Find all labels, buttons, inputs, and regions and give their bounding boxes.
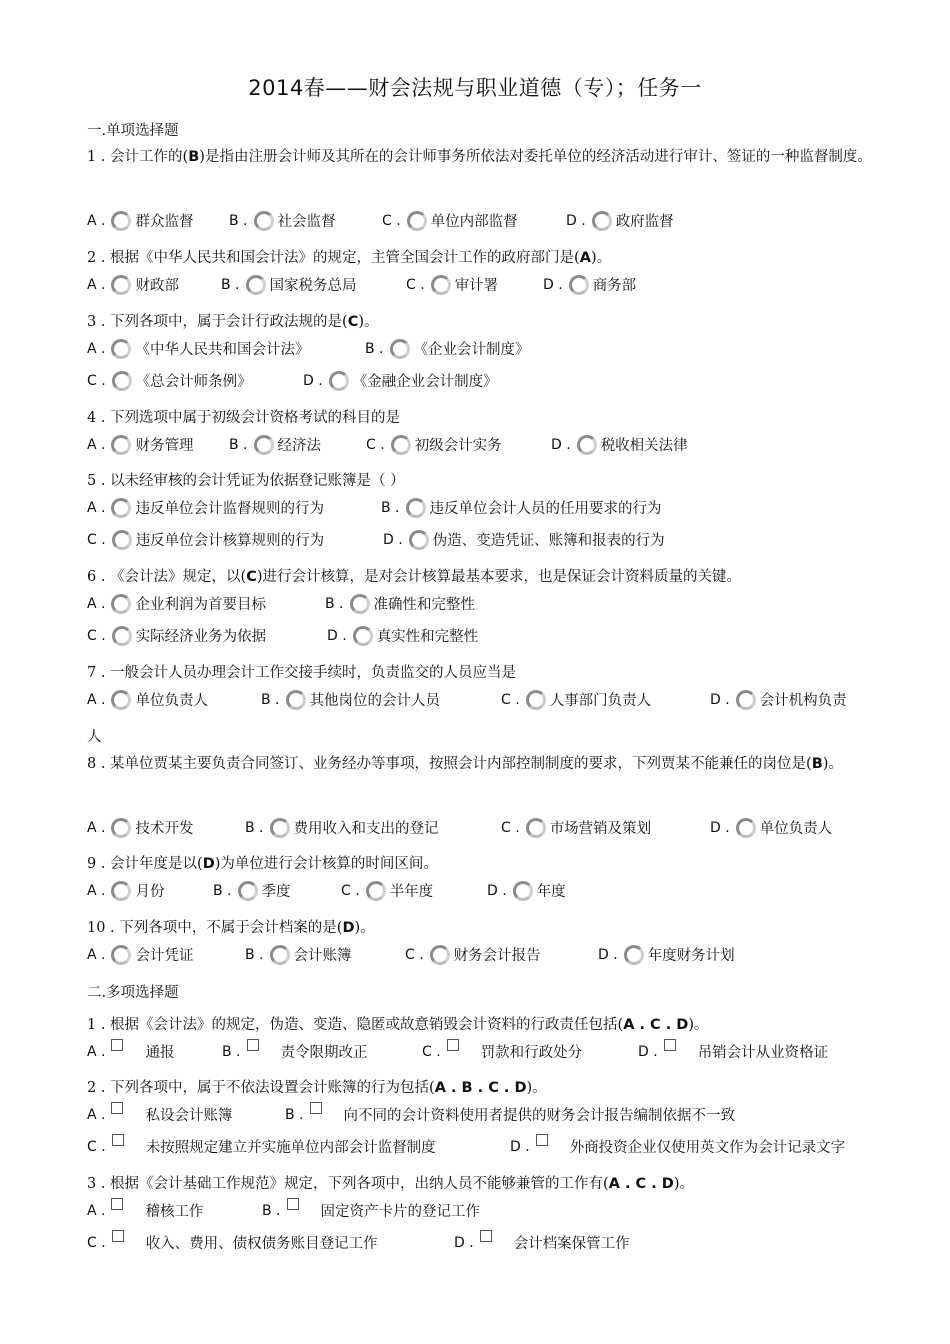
option-letter: C . [406, 276, 425, 293]
single-q6-option-b[interactable] [325, 593, 475, 614]
option-text: 商务部 [592, 278, 637, 294]
radio-button[interactable] [406, 498, 426, 518]
radio-button[interactable] [350, 594, 370, 614]
option-text: 会计账簿 [293, 948, 352, 964]
multi-q3-option-a[interactable] [87, 1200, 203, 1221]
radio-button[interactable] [407, 211, 427, 231]
single-q10-option-d[interactable] [598, 944, 735, 965]
question-text: 10 . 下列各项中，不属于会计档案的是( [87, 920, 343, 936]
option-text: 社会监督 [277, 214, 336, 230]
radio-button[interactable] [577, 435, 597, 455]
option-text: 初级会计实务 [414, 438, 502, 454]
radio-button[interactable] [112, 530, 132, 550]
option-letter: A . [87, 212, 106, 229]
single-q1-option-c[interactable] [382, 210, 518, 231]
option-text: 违反单位会计监督规则的行为 [135, 501, 324, 517]
radio-button[interactable] [390, 339, 410, 359]
question-text-end: )进行会计核算，是对会计核算最基本要求，也是保证会计资料质量的关键。 [256, 569, 742, 585]
section-single-choice: 一.单项选择题 [87, 123, 179, 139]
single-q4-option-b[interactable] [229, 434, 321, 455]
option-text: 单位负责人 [759, 821, 833, 837]
option-text: 其他岗位的会计人员 [309, 693, 441, 709]
answer-key: B [188, 149, 200, 165]
radio-button[interactable] [286, 690, 306, 710]
option-text: 私设会计账簿 [145, 1108, 233, 1124]
option-letter: B . [381, 499, 400, 516]
single-q6-option-c[interactable] [87, 625, 266, 646]
checkbox[interactable] [111, 1102, 123, 1114]
option-text-continued: 人 [87, 729, 102, 745]
option-letter: B . [261, 691, 280, 708]
single-q3-option-d[interactable] [303, 370, 498, 391]
option-letter: C . [341, 882, 360, 899]
option-letter: A . [87, 691, 106, 708]
option-text: 单位内部监督 [430, 214, 518, 230]
single-q7-option-a[interactable] [87, 689, 208, 710]
option-text: 责令限期改正 [280, 1045, 368, 1061]
option-letter: C . [87, 1234, 106, 1251]
answer-key: A . C . D [608, 1176, 674, 1192]
option-text: 年度 [536, 884, 566, 900]
option-text: 月份 [135, 884, 165, 900]
radio-button[interactable] [111, 594, 131, 614]
option-letter: A . [87, 1043, 106, 1060]
question-text: 9 . 会计年度是以( [87, 856, 203, 872]
option-text: 会计机构负责 [759, 693, 847, 709]
option-text: 吊销会计从业资格证 [697, 1045, 829, 1061]
multi-question-1 [87, 1013, 709, 1034]
option-letter: D . [566, 212, 586, 229]
radio-button[interactable] [111, 211, 131, 231]
single-question-9 [87, 852, 438, 873]
radio-button[interactable] [513, 881, 533, 901]
option-letter: B . [245, 819, 264, 836]
option-text: 费用收入和支出的登记 [293, 821, 439, 837]
option-letter: C . [87, 372, 106, 389]
radio-button[interactable] [736, 818, 756, 838]
single-q6-option-d[interactable] [327, 625, 478, 646]
option-letter: B . [221, 276, 240, 293]
option-letter: D . [454, 1234, 474, 1251]
option-letter: D . [551, 436, 571, 453]
option-text: 《中华人民共和国会计法》 [135, 342, 310, 358]
multi-q2-option-c[interactable] [87, 1136, 436, 1157]
single-q8-option-a[interactable] [87, 817, 193, 838]
option-text: 技术开发 [135, 821, 194, 837]
option-letter: A . [87, 595, 106, 612]
option-text: 通报 [145, 1045, 175, 1061]
single-q3-option-a[interactable] [87, 338, 309, 359]
question-text-end: )。 [354, 920, 375, 936]
option-text: 财务会计报告 [453, 948, 541, 964]
single-q7-option-d[interactable] [710, 689, 847, 710]
radio-button[interactable] [246, 275, 266, 295]
single-question-2 [87, 246, 611, 267]
single-q4-option-d[interactable] [551, 434, 688, 455]
option-letter: B . [285, 1106, 304, 1123]
option-text: 收入、费用、债权债务账目登记工作 [145, 1236, 378, 1252]
radio-button[interactable] [111, 339, 131, 359]
question-text: 2 . 根据《中华人民共和国会计法》的规定，主管全国会计工作的政府部门是( [87, 250, 580, 266]
option-letter: D . [598, 946, 618, 963]
radio-button[interactable] [270, 945, 290, 965]
checkbox[interactable] [112, 1134, 124, 1146]
option-letter: B . [213, 882, 232, 899]
option-text: 实际经济业务为依据 [135, 629, 267, 645]
option-text: 外商投资企业仅使用英文作为会计记录文字 [569, 1140, 846, 1156]
answer-key: A [579, 250, 591, 266]
option-text: 市场营销及策划 [549, 821, 652, 837]
single-q10-option-a[interactable] [87, 944, 193, 965]
radio-button[interactable] [329, 371, 349, 391]
option-letter: A . [87, 882, 106, 899]
single-q2-option-a[interactable] [87, 274, 179, 295]
question-text: 3 . 下列各项中，属于会计行政法规的是( [87, 314, 348, 330]
option-letter: B . [325, 595, 344, 612]
answer-key: B [811, 756, 823, 772]
question-text: 4 . 下列选项中属于初级会计资格考试的科目的是 [87, 410, 401, 426]
option-letter: A . [87, 946, 106, 963]
option-text: 年度财务计划 [647, 948, 735, 964]
option-text: 半年度 [389, 884, 434, 900]
checkbox[interactable] [447, 1039, 459, 1051]
checkbox[interactable] [111, 1039, 123, 1051]
checkbox[interactable] [247, 1039, 259, 1051]
question-text: 6 . 《会计法》规定，以( [87, 569, 247, 585]
option-letter: B . [222, 1043, 241, 1060]
multi-q1-option-d[interactable] [638, 1041, 828, 1062]
single-question-10 [87, 916, 375, 937]
radio-button[interactable] [111, 881, 131, 901]
option-letter: A . [87, 276, 106, 293]
single-question-8 [87, 748, 877, 780]
option-text: 季度 [261, 884, 291, 900]
single-question-4 [87, 406, 400, 427]
option-text: 未按照规定建立并实施单位内部会计监督制度 [145, 1140, 436, 1156]
question-text-end: )。 [688, 1017, 709, 1033]
option-text: 经济法 [277, 438, 322, 454]
multi-q1-option-a[interactable] [87, 1041, 174, 1062]
single-q6-option-a[interactable] [87, 593, 266, 614]
option-text: 政府监督 [615, 214, 674, 230]
answer-key: A . B . C . D [434, 1080, 527, 1096]
single-question-5 [87, 469, 405, 490]
option-letter: D . [487, 882, 507, 899]
section-multi-choice: 二.多项选择题 [87, 985, 179, 1001]
multi-q2-option-b[interactable] [285, 1104, 735, 1125]
radio-button[interactable] [624, 945, 644, 965]
option-letter: B . [365, 340, 384, 357]
single-q1-option-d[interactable] [566, 210, 674, 231]
option-letter: C . [87, 627, 106, 644]
option-letter: B . [229, 436, 248, 453]
option-letter: D . [710, 691, 730, 708]
single-q3-option-b[interactable] [365, 338, 530, 359]
multi-q3-option-b[interactable] [262, 1200, 480, 1221]
question-text: 1 . 会计工作的( [87, 149, 189, 165]
question-text: 2 . 下列各项中，属于不依法设置会计账簿的行为包括( [87, 1080, 435, 1096]
single-question-3 [87, 310, 379, 331]
single-q2-option-d[interactable] [543, 274, 636, 295]
multi-q3-option-c[interactable] [87, 1232, 378, 1253]
checkbox[interactable] [480, 1230, 492, 1242]
single-q9-option-d[interactable] [487, 880, 566, 901]
single-q8-option-b[interactable] [245, 817, 439, 838]
checkbox[interactable] [536, 1134, 548, 1146]
single-q5-option-b[interactable] [381, 497, 662, 518]
option-letter: D . [543, 276, 563, 293]
option-letter: A . [87, 819, 106, 836]
radio-button[interactable] [112, 626, 132, 646]
option-text: 人事部门负责人 [549, 693, 652, 709]
option-letter: A . [87, 1106, 106, 1123]
answer-key: D [342, 920, 355, 936]
question-text: 3 . 根据《会计基础工作规范》规定，下列各项中，出纳人员不能够兼管的工作有( [87, 1176, 609, 1192]
multi-q2-option-d[interactable] [510, 1136, 845, 1157]
option-text: 《总会计师条例》 [135, 374, 252, 390]
option-letter: C . [501, 819, 520, 836]
option-text: 税收相关法律 [600, 438, 688, 454]
radio-button[interactable] [431, 275, 451, 295]
question-text-end: )是指由注册会计师及其所在的会计师事务所依法对委托单位的经济活动进行审计、签证的一种监督制度。 [199, 149, 872, 165]
single-q9-option-c[interactable] [341, 880, 433, 901]
radio-button[interactable] [366, 881, 386, 901]
option-text: 群众监督 [135, 214, 194, 230]
multi-q2-option-a[interactable] [87, 1104, 232, 1125]
option-letter: C . [87, 1138, 106, 1155]
answer-key: A . C . D [623, 1017, 689, 1033]
option-letter: A . [87, 499, 106, 516]
option-letter: C . [422, 1043, 441, 1060]
single-q4-option-c[interactable] [366, 434, 502, 455]
option-text: 稽核工作 [145, 1204, 204, 1220]
answer-key: D [202, 856, 215, 872]
page-title: 2014春——财会法规与职业道德（专）；任务一 [248, 76, 702, 100]
multi-q3-option-d[interactable] [454, 1232, 630, 1253]
option-letter: C . [382, 212, 401, 229]
checkbox[interactable] [310, 1102, 322, 1114]
radio-button[interactable] [111, 945, 131, 965]
option-text: 伪造、变造凭证、账簿和报表的行为 [432, 533, 665, 549]
single-q5-option-d[interactable] [383, 529, 665, 550]
single-q1-option-a[interactable] [87, 210, 193, 231]
option-letter: A . [87, 436, 106, 453]
question-text: 1 . 根据《会计法》的规定，伪造、变造、隐匿或故意销毁会计资料的行政责任包括( [87, 1017, 624, 1033]
option-letter: D . [327, 627, 347, 644]
radio-button[interactable] [592, 211, 612, 231]
option-text: 企业利润为首要目标 [135, 597, 266, 613]
checkbox[interactable] [664, 1039, 676, 1051]
single-question-1 [87, 141, 877, 173]
single-q2-option-b[interactable] [221, 274, 357, 295]
option-text: 财政部 [135, 278, 179, 294]
option-letter: A . [87, 340, 106, 357]
radio-button[interactable] [736, 690, 756, 710]
radio-button[interactable] [526, 690, 546, 710]
single-q10-option-b[interactable] [245, 944, 352, 965]
multi-q1-option-c[interactable] [422, 1041, 582, 1062]
option-text: 违反单位会计核算规则的行为 [135, 533, 325, 549]
option-text: 会计凭证 [135, 948, 194, 964]
multi-question-3 [87, 1172, 694, 1193]
option-text: 固定资产卡片的登记工作 [320, 1204, 481, 1220]
single-q8-option-d[interactable] [710, 817, 832, 838]
checkbox[interactable] [287, 1198, 299, 1210]
question-text: 5 . 以未经审核的会计凭证为依据登记账簿是（ ） [87, 473, 405, 489]
single-question-7 [87, 661, 516, 682]
option-letter: D . [383, 531, 403, 548]
multi-q1-option-b[interactable] [222, 1041, 368, 1062]
single-q5-option-c[interactable] [87, 529, 324, 550]
option-letter: D . [510, 1138, 530, 1155]
answer-key: C [347, 314, 359, 330]
option-text: 真实性和完整性 [376, 629, 479, 645]
question-text-end: )。 [673, 1176, 694, 1192]
question-text-end: )为单位进行会计核算的时间区间。 [214, 856, 438, 872]
option-text: 罚款和行政处分 [480, 1045, 583, 1061]
radio-button[interactable] [430, 945, 450, 965]
option-letter: B . [229, 212, 248, 229]
radio-button[interactable] [111, 435, 131, 455]
question-text-end: )。 [358, 314, 379, 330]
answer-key: C [246, 569, 257, 585]
single-q7-option-b[interactable] [261, 689, 440, 710]
radio-button[interactable] [391, 435, 411, 455]
option-text: 国家税务总局 [269, 278, 357, 294]
radio-button[interactable] [111, 818, 131, 838]
single-q1-option-b[interactable] [229, 210, 336, 231]
radio-button[interactable] [254, 435, 274, 455]
single-q5-option-a[interactable] [87, 497, 324, 518]
radio-button[interactable] [111, 498, 131, 518]
single-q9-option-b[interactable] [213, 880, 291, 901]
option-letter: D . [303, 372, 323, 389]
question-text-end: )。 [822, 756, 843, 772]
radio-button[interactable] [409, 530, 429, 550]
single-q4-option-a[interactable] [87, 434, 193, 455]
option-text: 违反单位会计人员的任用要求的行为 [429, 501, 662, 517]
single-q2-option-c[interactable] [406, 274, 498, 295]
option-text: 准确性和完整性 [373, 597, 476, 613]
option-letter: A . [87, 1202, 106, 1219]
radio-button[interactable] [238, 881, 258, 901]
option-letter: C . [501, 691, 520, 708]
question-text-end: )。 [526, 1080, 547, 1096]
option-letter: D . [638, 1043, 658, 1060]
radio-button[interactable] [270, 818, 290, 838]
single-q9-option-a[interactable] [87, 880, 164, 901]
question-text: 8 . 某单位贾某主要负责合同签订、业务经办等事项，按照会计内部控制制度的要求，下列贾某不能兼任的岗位是( [87, 756, 812, 772]
radio-button[interactable] [112, 371, 132, 391]
single-q8-option-c[interactable] [501, 817, 651, 838]
option-letter: C . [366, 436, 385, 453]
option-text: 会计档案保管工作 [513, 1236, 630, 1252]
option-letter: C . [405, 946, 424, 963]
radio-button[interactable] [353, 626, 373, 646]
option-letter: B . [262, 1202, 281, 1219]
single-q10-option-c[interactable] [405, 944, 541, 965]
option-letter: D . [710, 819, 730, 836]
option-text: 审计署 [454, 278, 499, 294]
single-q3-option-c[interactable] [87, 370, 252, 391]
multi-question-2 [87, 1076, 547, 1097]
option-text: 《企业会计制度》 [413, 342, 530, 358]
option-letter: B . [245, 946, 264, 963]
radio-button[interactable] [254, 211, 274, 231]
checkbox[interactable] [111, 1198, 123, 1210]
question-text: 7 . 一般会计人员办理会计工作交接手续时，负责监交的人员应当是 [87, 665, 517, 681]
option-text: 《金融企业会计制度》 [352, 374, 498, 390]
single-q7-option-c[interactable] [501, 689, 651, 710]
single-question-6 [87, 565, 741, 586]
option-text: 向不同的会计资料使用者提供的财务会计报告编制依据不一致 [343, 1108, 736, 1124]
checkbox[interactable] [112, 1230, 124, 1242]
radio-button[interactable] [111, 275, 131, 295]
option-text: 财务管理 [135, 438, 194, 454]
radio-button[interactable] [569, 275, 589, 295]
option-text: 单位负责人 [135, 693, 208, 709]
radio-button[interactable] [111, 690, 131, 710]
question-text-end: )。 [590, 250, 612, 266]
option-letter: C . [87, 531, 106, 548]
radio-button[interactable] [526, 818, 546, 838]
